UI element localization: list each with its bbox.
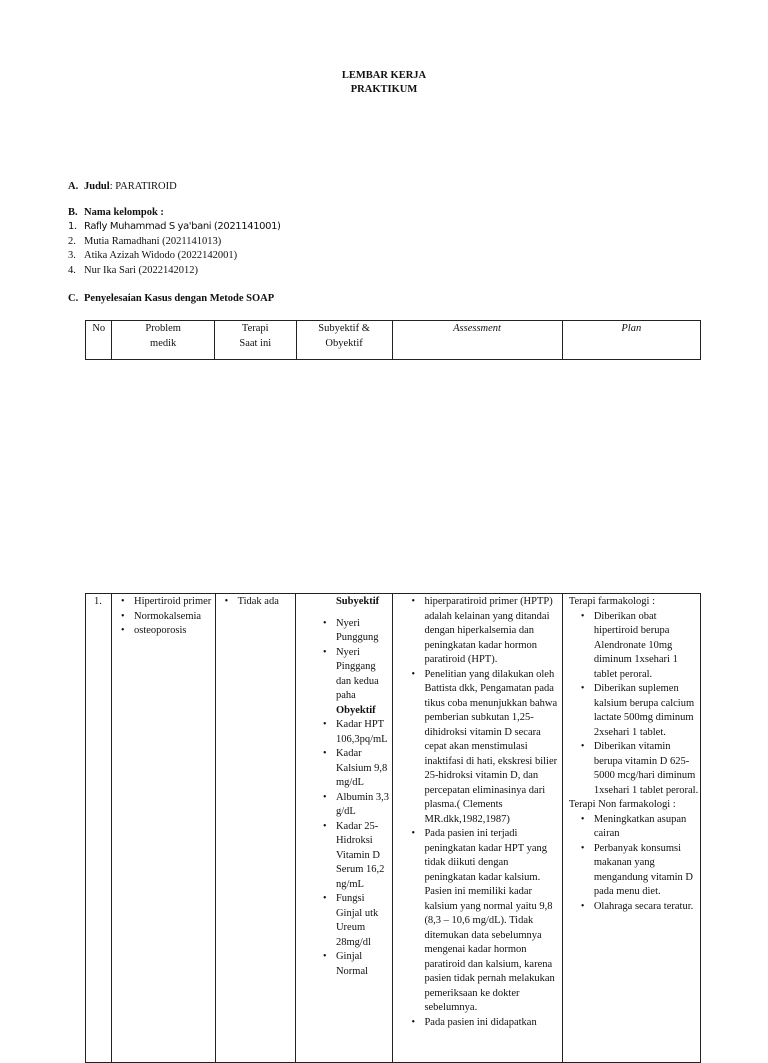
problem-item: • Normokalsemia [134, 610, 215, 625]
member-item: 4. Nur Ika Sari (2022142012) [68, 264, 199, 276]
member-item: 3. Atika Azizah Widodo (2022142001) [68, 250, 238, 261]
assessment-item: • hiperparatiroid primer (HPTP) adalah kelainan yang ditandai dengan hiperkalsemia dan peningkatan kadar hormon paratiroid (HPT). [424, 595, 561, 668]
plan-nonfarmako-item: • Meningkatkan asupan cairan [594, 813, 700, 842]
plan-farmako-item: • Diberikan suplemen kalsium berupa calcium lactate 500mg diminum 2xsehari 1 tablet. [594, 682, 700, 740]
obyektif-item: • Albumin 3,3 g/dL [336, 791, 392, 820]
section-a-value: : PARATIROID [109, 181, 177, 192]
section-b-title: Nama kelompok : [84, 207, 164, 218]
problem-item: • Hipertiroid primer [134, 595, 215, 610]
plan-cell [562, 594, 700, 1063]
assessment-cell [393, 594, 562, 1063]
member-item: 2. Mutia Ramadhani (2021141013) [68, 235, 222, 247]
soap-header-table [85, 320, 701, 360]
subyektif-item: • Nyeri Pinggang dan kedua paha [336, 646, 392, 704]
obyektif-item: • Kadar Kalsium 9,8 mg/dL [336, 747, 392, 791]
section-a-label: A. [68, 181, 79, 192]
obyektif-item: • Ginjal Normal [336, 950, 392, 979]
plan-farmako-item: • Diberikan obat hipertiroid berupa Alendronate 10mg diminum 1xsehari 1 tablet peroral. [594, 610, 700, 683]
obyektif-heading: Obyektif [335, 704, 376, 716]
plan-nonfarmako-item: • Olahraga secara teratur. [594, 900, 700, 915]
obyektif-item: • Kadar HPT 106,3pq/mL [336, 718, 392, 747]
plan-nonfarmako-item: • Perbanyak konsumsi makanan yang mengandung vitamin D pada menu diet. [594, 842, 700, 900]
title-line-2: PRAKTIKUM [350, 84, 418, 95]
member-item: 1. Rafly Muhammad S ya'bani (2021141001) [68, 221, 281, 232]
header-no: No [86, 321, 112, 360]
header-assessment: Assessment [392, 321, 562, 360]
member-list [68, 220, 281, 278]
subyektif-cell [295, 594, 392, 1063]
header-plan: Plan [562, 321, 700, 360]
section-b-label: B. [68, 207, 78, 218]
obyektif-item: • Kadar 25-Hidroksi Vitamin D Serum 16,2 ng/mL [336, 820, 392, 893]
soap-case-table [85, 593, 701, 1063]
section-a [68, 180, 177, 194]
plan-farmako-item: • Diberikan vitamin berupa vitamin D 625-5000 mcg/hari diminum 1xsehari 1 tablet peroral. [594, 740, 700, 798]
problem-item: • osteoporosis [134, 624, 215, 639]
assessment-item: • Pada pasien ini didapatkan [424, 1016, 561, 1031]
section-c-title: Penyelesaian Kasus dengan Metode SOAP [84, 293, 275, 304]
assessment-item: • Pada pasien ini terjadi peningkatan kadar HPT yang tidak diikuti dengan peningkatan kadar kalsium. Pasien ini memiliki kadar kalsium yang normal yaitu 9,8 (8,3 – 10,6 mg/dL). Tidak ditemukan data sebelumnya mengenai kadar hormon paratiroid dan kalsium, karena pasien tidak pernah melakukan pemeriksaan ke dokter sebelumnya. [424, 827, 561, 1016]
problem-cell [112, 594, 216, 1063]
assessment-item: • Penelitian yang dilakukan oleh Battista dkk, Pengamatan pada tikus coba menunjukkan bahwa pemberian subkutan 1,25-dihidroksi vitamin D secara cepat akan menstimulasi inaktifasi di hati, ekskresi bilier 25-hidroksi vitamin D, dan percepatan eliminasinya dari plasma.( Clements MR.dkk,1982,1987) [424, 668, 561, 828]
section-c-heading [68, 292, 274, 306]
section-c-label: C. [68, 293, 79, 304]
header-subyektif: Subyektif & Obyektif [296, 321, 392, 360]
section-b-heading [68, 206, 164, 220]
section-a-key: Judul [84, 181, 110, 192]
header-terapi: Terapi Saat ini [214, 321, 296, 360]
obyektif-item: • Fungsi Ginjal utk Ureum 28mg/dl [336, 892, 392, 950]
plan-nonfarmako-heading: Terapi Non farmakologi : [568, 799, 676, 810]
row-number: 1. [86, 594, 112, 1063]
subyektif-item: • Nyeri Punggung [336, 617, 392, 646]
document-title [0, 69, 768, 97]
header-problem: Problem medik [112, 321, 214, 360]
table-row [86, 594, 701, 1063]
terapi-cell [215, 594, 295, 1063]
title-line-1: LEMBAR KERJA [341, 70, 427, 81]
subyektif-heading: Subyektif [335, 596, 380, 607]
plan-farmako-heading: Terapi farmakologi : [568, 596, 655, 607]
terapi-item: • Tidak ada [238, 595, 295, 610]
